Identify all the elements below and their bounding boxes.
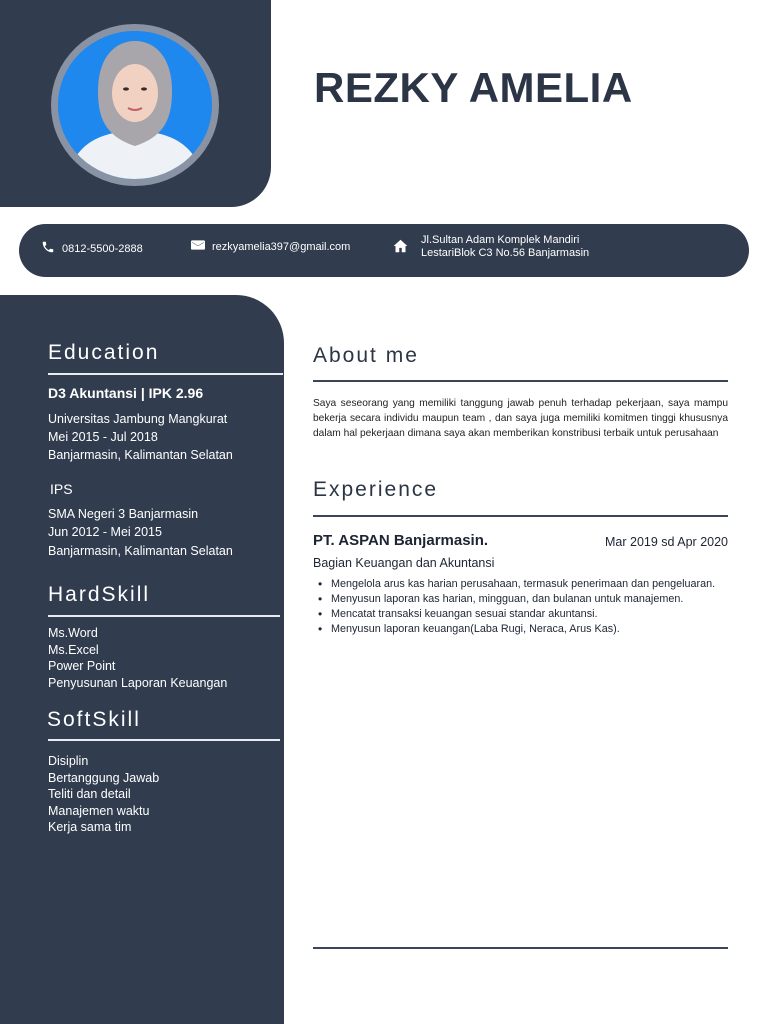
list-item: Kerja sama tim (48, 820, 132, 834)
list-item: Disiplin (48, 754, 89, 768)
list-item: • Mengelola arus kas harian perusahaan, termasuk penerimaan dan pengeluaran. (331, 577, 716, 592)
job-period: Mar 2019 sd Apr 2020 (605, 535, 728, 549)
list-item: Power Point (48, 659, 116, 673)
about-divider (313, 380, 728, 382)
education-school-period: Jun 2012 - Mei 2015 (48, 525, 162, 539)
list-item: Manajemen waktu (48, 803, 150, 818)
education-school-location: Banjarmasin, Kalimantan Selatan (48, 544, 233, 558)
education-school: SMA Negeri 3 Banjarmasin (48, 507, 199, 521)
candidate-name: REZKY AMELIA (314, 64, 633, 111)
softskill-list (48, 753, 159, 836)
education-degree: D3 Akuntansi | IPK 2.96 (48, 385, 204, 401)
experience-heading: Experience (313, 478, 439, 501)
softskill-divider (48, 739, 280, 741)
education-university-location: Banjarmasin, Kalimantan Selatan (48, 448, 233, 462)
list-item: Ms.Excel (48, 642, 99, 657)
phone-icon (41, 239, 55, 258)
list-item: Ms.Word (48, 626, 98, 640)
hardskill-heading: HardSkill (48, 583, 151, 606)
education-school-major: IPS (50, 481, 73, 497)
job-duties (331, 577, 716, 637)
list-item: • Menyusun laporan kas harian, mingguan, dan bulanan untuk manajemen. (331, 592, 716, 607)
contact-address (393, 234, 589, 260)
job-company: PT. ASPAN Banjarmasin. (313, 532, 489, 549)
experience-divider (313, 515, 728, 517)
profile-photo (58, 31, 212, 179)
education-university: Universitas Jambung Mangkurat (48, 412, 228, 426)
address-line-1: Jl.Sultan Adam Komplek Mandiri (421, 234, 580, 246)
education-university-period: Mei 2015 - Jul 2018 (48, 430, 158, 444)
contact-bar (19, 224, 749, 277)
education-divider (48, 373, 283, 375)
contact-phone (41, 239, 143, 258)
photo-panel (0, 0, 271, 207)
list-item: Penyusunan Laporan Keuangan (48, 675, 228, 690)
list-item: • Mencatat transaksi keuangan sesuai standar akuntansi. (331, 607, 716, 622)
list-item: Bertanggung Jawab (48, 770, 160, 785)
hardskill-divider (48, 615, 280, 617)
email-text: rezkyamelia397@gmail.com (212, 240, 351, 253)
job-role: Bagian Keuangan dan Akuntansi (313, 556, 495, 570)
softskill-heading: SoftSkill (47, 708, 141, 731)
contact-email (191, 239, 350, 254)
hardskill-list (48, 625, 227, 691)
email-icon (191, 239, 205, 254)
about-heading: About me (313, 344, 419, 367)
left-sidebar (0, 295, 284, 1024)
list-item: • Menyusun laporan keuangan(Laba Rugi, Neraca, Arus Kas). (331, 622, 716, 637)
list-item: Teliti dan detail (48, 787, 131, 801)
education-heading: Education (48, 341, 160, 364)
phone-text: 0812-5500-2888 (62, 242, 143, 255)
address-line-2: LestariBlok C3 No.56 Banjarmasin (421, 247, 590, 259)
bottom-divider (313, 947, 728, 949)
about-text: Saya seseorang yang memiliki tanggung jawab penuh terhadap pekerjaan, saya mampu bekerja secara individu maupun team , dan saya juga memiliki komitmen tinggi khususnya dalam hal pekerjaan dimana saya akan memberikan konstribusi terbaik untuk perusahaan (313, 398, 728, 439)
home-icon (393, 239, 408, 256)
